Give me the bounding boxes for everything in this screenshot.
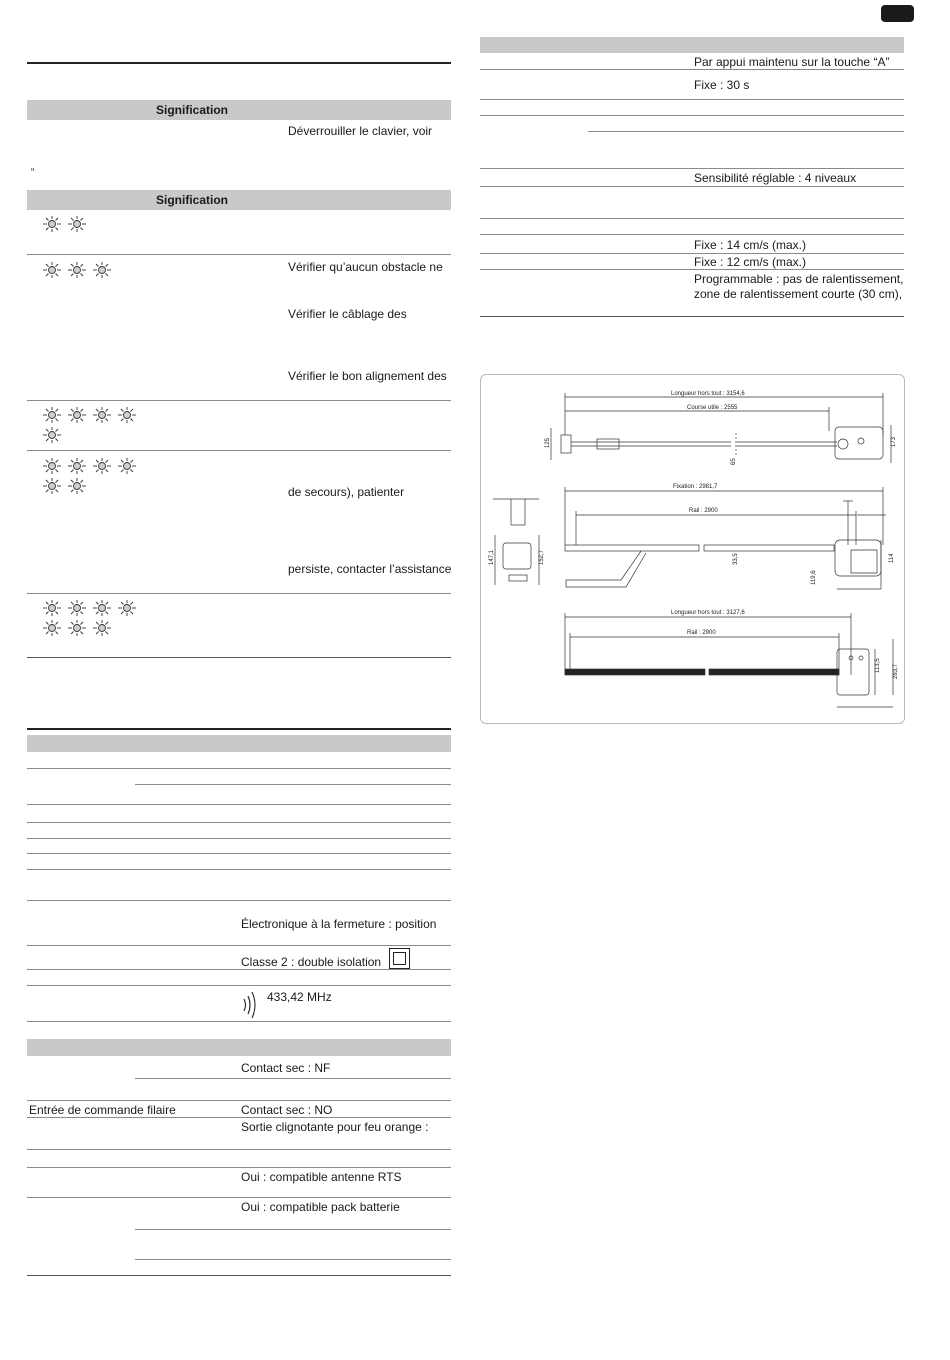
table2-header-label: Signification [156,193,228,207]
row-divider [480,218,904,219]
flash-icon [66,619,88,637]
row-divider [480,269,904,270]
row-divider [27,945,451,946]
row-divider [27,1021,451,1022]
side-dim-left-inner: 152,7 [539,549,545,565]
flash-code-7 [41,599,151,637]
row-divider [27,768,451,769]
row-divider [27,1100,451,1101]
bottom-dim-a: 113,5 [875,658,881,673]
flash-icon [41,215,63,233]
row-divider [135,1078,451,1079]
row-divider [480,69,904,70]
wired-input-label: Entrée de commande filaire [29,1103,176,1117]
flash-icon [66,406,88,424]
side-dim-right: 114 [889,553,895,563]
row-divider [480,168,904,169]
flash-icon [41,406,63,424]
top-dim-left: 125 [545,437,551,448]
top-dim-right: 173 [891,436,897,447]
flash-icon [41,599,63,617]
flash-code-5 [41,406,151,444]
contact-no-text: Contact sec : NO [241,1103,333,1117]
row-divider [27,804,451,805]
flashing-output-text: Sortie clignotante pour feu orange : [241,1120,429,1134]
flash-icon [41,619,63,637]
frequency-text: 433,42 MHz [267,990,332,1004]
flash-icon [116,599,138,617]
section-rule [27,728,451,730]
flash-icon [116,457,138,475]
row-divider [27,853,451,854]
battery-pack-text: Oui : compatible pack batterie [241,1200,400,1214]
row-divider [27,1167,451,1168]
speed-14-text: Fixe : 14 cm/s (max.) [694,238,807,252]
table4-bottom-rule [27,1275,451,1276]
row-divider [27,400,451,401]
rts-antenna-text: Oui : compatible antenne RTS [241,1170,402,1184]
row-divider [135,1259,451,1260]
table1-row1-text: Déverrouiller le clavier, voir [288,124,433,138]
row-divider [27,450,451,451]
side-rail: Rail : 2900 [689,508,718,514]
flash-icon [66,477,88,495]
top-useful-stroke: Course utile : 2555 [687,405,738,411]
table1-note-mark: “ [31,167,35,178]
row-divider [27,985,451,986]
row-divider [480,99,904,100]
flash-icon [41,457,63,475]
table4-header [27,1039,451,1056]
row-divider [27,838,451,839]
right-table-header [480,37,904,53]
row-divider [27,869,451,870]
flash-icon [66,457,88,475]
flash-code-2 [41,215,88,233]
flash-icon [91,261,113,279]
row-divider [27,822,451,823]
side-fixation: Fixation : 2981,7 [673,484,718,490]
top-overall-length: Longueur hors tout : 3154,6 [671,391,745,397]
flash-icon [91,599,113,617]
right-table-bottom-rule [480,316,904,317]
row-divider [27,593,451,594]
programmable-line2: zone de ralentissement courte (30 cm), [694,287,903,301]
bottom-overall-length: Longueur hors tout : 3127,6 [671,610,745,616]
sensitivity-text: Sensibilité réglable : 4 niveaux [694,171,857,185]
dimension-drawing [480,374,905,724]
flash-icon [116,406,138,424]
row-divider [27,254,451,255]
flash-icon [91,406,113,424]
electronic-close-text: Électronique à la fermeture : position [241,917,437,931]
table2-header [27,190,451,210]
hold-key-text: Par appui maintenu sur la touche “A” [694,55,890,69]
section-rule-top [27,62,451,64]
row-divider [27,969,451,970]
table3-header [27,735,451,752]
row-divider [588,131,904,132]
bottom-dim-b: 283,7 [893,663,899,679]
row-divider [480,115,904,116]
flash6-line1: de secours), patienter [288,485,405,499]
table2-bottom-rule [27,657,451,658]
side-dim-mid: 33,5 [733,553,739,565]
double-insulation-icon [389,948,410,969]
side-dim-drop: 119,6 [811,570,817,585]
flash-icon [91,457,113,475]
flash-icon [66,261,88,279]
top-dim-mid: 65 [731,458,737,465]
row-divider [480,186,904,187]
contact-nf-text: Contact sec : NF [241,1061,331,1075]
flash-icon [66,215,88,233]
flash-icon [41,261,63,279]
row-divider [27,1197,451,1198]
flash-code-3 [41,261,113,279]
row-divider [480,234,904,235]
row-divider [27,900,451,901]
row-divider [135,784,451,785]
row-divider [135,1229,451,1230]
flash-icon [66,599,88,617]
flash-icon [41,426,63,444]
row-divider [27,1117,451,1118]
flash3-line3: Vérifier le bon alignement des [288,369,447,383]
table1-header-label: Signification [156,103,228,117]
fixed-30s-text: Fixe : 30 s [694,78,750,92]
flash-icon [41,477,63,495]
flash3-line2: Vérifier le câblage des [288,307,407,321]
side-dim-left-outer: 147,1 [489,549,495,565]
speed-12-text: Fixe : 12 cm/s (max.) [694,255,807,269]
flash3-line1: Vérifier qu’aucun obstacle ne [288,260,443,274]
programmable-line1: Programmable : pas de ralentissement, [694,272,904,286]
bottom-rail: Rail : 2900 [687,630,716,636]
flash-icon [91,619,113,637]
row-divider [27,1149,451,1150]
radio-wave-icon [241,989,261,1021]
flash6-line2: persiste, contacter l’assistance [288,562,452,576]
class2-text: Classe 2 : double isolation [241,955,382,969]
language-badge [881,5,914,22]
row-divider [480,253,904,254]
dimension-drawing-svg [481,375,906,725]
table1-header [27,100,451,120]
flash-code-6 [41,457,151,495]
